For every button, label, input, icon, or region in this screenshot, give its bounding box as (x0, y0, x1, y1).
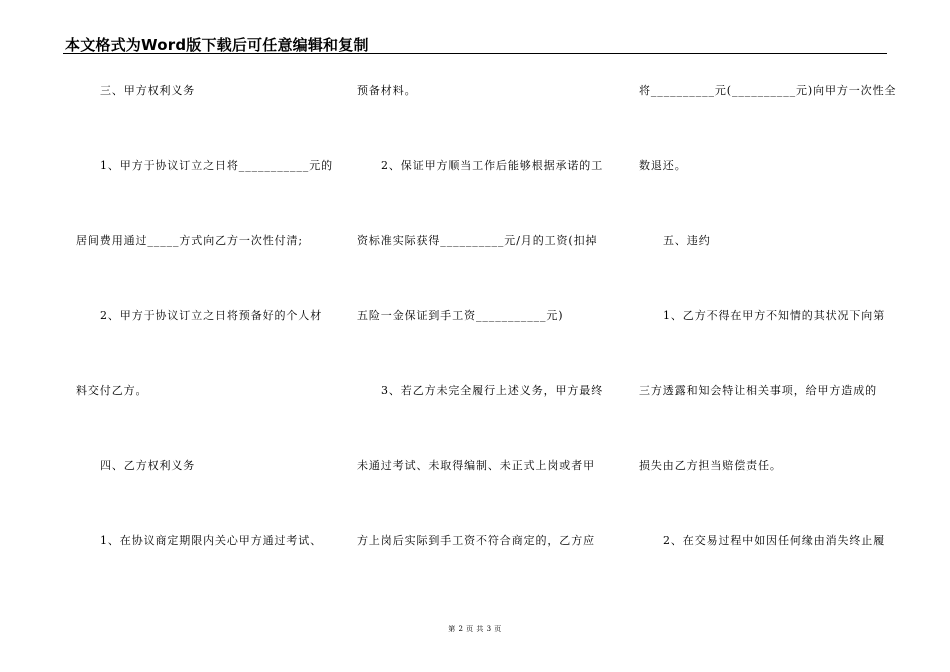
text-column-3 (639, 84, 897, 609)
paragraph: 方上岗后实际到手工资不符合商定的，乙方应 (357, 534, 595, 547)
paragraph: 数退还。 (639, 159, 687, 172)
paragraph: 损失由乙方担当赔偿责任。 (639, 459, 782, 472)
paragraph: 1、在协议商定期限内关心甲方通过考试、 (100, 534, 323, 547)
paragraph: 将__________元(__________元)向甲方一次性全 (639, 84, 897, 97)
paragraph: 预备材料。 (357, 84, 417, 97)
paragraph: 1、乙方不得在甲方不知情的其状况下向第 (663, 309, 886, 322)
paragraph: 3、若乙方未完全履行上述义务，甲方最终 (381, 384, 604, 397)
paragraph: 未通过考试、未取得编制、未正式上岗或者甲 (357, 459, 595, 472)
paragraph: 2、保证甲方顺当工作后能够根据承诺的工 (381, 159, 604, 172)
text-column-1 (76, 84, 336, 609)
paragraph: 2、在交易过程中如因任何缘由消失终止履 (663, 534, 886, 547)
paragraph: 三、甲方权利义务 (100, 84, 196, 97)
paragraph: 三方透露和知会特让相关事项，给甲方造成的 (639, 384, 877, 397)
paragraph: 资标准实际获得__________元/月的工资(扣掉 (357, 234, 598, 247)
paragraph: 五、违约 (663, 234, 711, 247)
document-header-title: 本文格式为Word版下载后可任意编辑和复制 (65, 36, 369, 54)
text-column-2 (357, 84, 617, 609)
paragraph: 1、甲方于协议订立之日将___________元的 (100, 159, 333, 172)
paragraph: 四、乙方权利义务 (100, 459, 196, 472)
header-divider (63, 53, 887, 54)
page-number: 第 2 页 共 3 页 (448, 625, 502, 633)
paragraph: 居间费用通过_____方式向乙方一次性付清; (76, 234, 304, 247)
paragraph: 2、甲方于协议订立之日将预备好的个人材 (100, 309, 323, 322)
paragraph: 五险一金保证到手工资___________元) (357, 309, 564, 322)
paragraph: 料交付乙方。 (76, 384, 148, 397)
